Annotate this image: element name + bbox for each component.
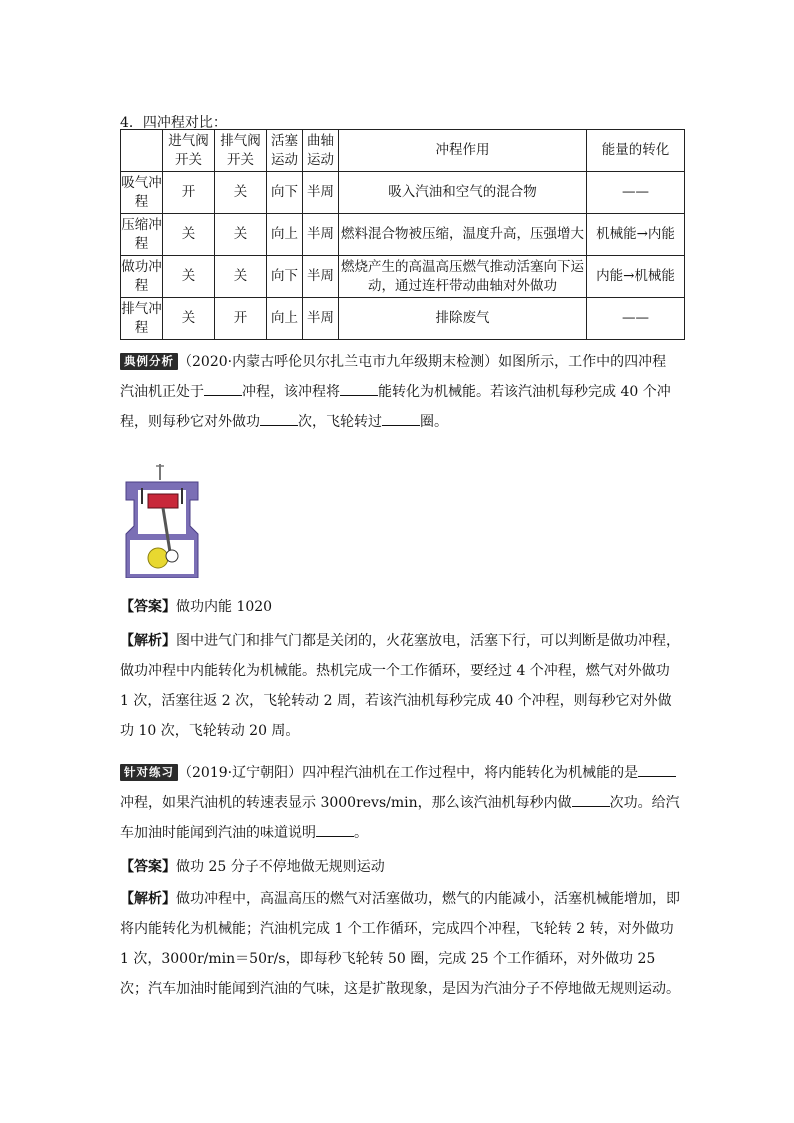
table-cell: 向上 xyxy=(267,214,303,256)
answer-blank[interactable] xyxy=(316,822,354,837)
answer-blank[interactable] xyxy=(260,411,298,426)
practice-tag: 针对练习 xyxy=(120,764,178,781)
table-cell: 做功冲程 xyxy=(121,256,163,298)
table-header-row xyxy=(121,130,685,172)
practice-analysis: 【解析】做功冲程中，高温高压的燃气对活塞做功，燃气的内能减小，活塞机械能增加，即将内能转化为机械能；汽油机完成 1 个工作循环，完成四个冲程，飞轮转 2 转，对外做功 1 次，3000r/min＝50r/s，即每秒飞轮转 50 圈，完成 25 个工作循环，对外做功 25 次；汽车加油时能闻到汽油的气味，这是扩散现象，是因为汽油分子不停地做无规则运动。 xyxy=(120,891,680,997)
table-cell: 半周 xyxy=(303,214,339,256)
table-cell: 关 xyxy=(215,214,267,256)
answer-blank[interactable] xyxy=(204,381,242,396)
table-cell: 内能→机械能 xyxy=(587,256,685,298)
example-analysis: 【解析】图中进气门和排气门都是关闭的，火花塞放电，活塞下行，可以判断是做功冲程，做功冲程中内能转化为机械能。热机完成一个工作循环，要经过 4 个冲程，燃气对外做功 1 次，活塞往返 2 次，飞轮转动 2 周，若该汽油机每秒完成 40 个冲程，则每秒它对外做功 10 次，飞轮转动 20 周。 xyxy=(120,633,680,739)
section-heading: 4．四冲程对比： xyxy=(120,115,227,131)
table-cell: 半周 xyxy=(303,172,339,214)
table-cell: 向下 xyxy=(267,256,303,298)
table-header-cell: 排气阀开关 xyxy=(215,130,267,172)
table-header-cell: 能量的转化 xyxy=(587,130,685,172)
example-answer: 【答案】做功内能 1020 xyxy=(120,599,273,615)
table-cell: 关 xyxy=(215,256,267,298)
table-header-cell xyxy=(121,130,163,172)
table-cell: 燃料混合物被压缩，温度升高，压强增大 xyxy=(339,214,587,256)
answer-blank[interactable] xyxy=(340,381,378,396)
table-header-cell: 进气阀开关 xyxy=(163,130,215,172)
practice-answer: 【答案】做功 25 分子不停地做无规则运动 xyxy=(120,859,385,875)
table-row xyxy=(121,214,685,256)
table-header-cell: 曲轴运动 xyxy=(303,130,339,172)
engine-diagram xyxy=(122,460,202,578)
table-cell: 关 xyxy=(163,214,215,256)
table-cell: 开 xyxy=(163,172,215,214)
table-cell: 关 xyxy=(163,256,215,298)
table-header-cell: 活塞运动 xyxy=(267,130,303,172)
table-cell: 燃烧产生的高温高压燃气推动活塞向下运动，通过连杆带动曲轴对外做功 xyxy=(339,256,587,298)
table-cell: 排气冲程 xyxy=(121,298,163,340)
table-row xyxy=(121,256,685,298)
table-cell: 压缩冲程 xyxy=(121,214,163,256)
example-tag: 典例分析 xyxy=(120,353,178,370)
answer-blank[interactable] xyxy=(638,762,676,777)
table-cell: 机械能→内能 xyxy=(587,214,685,256)
table-cell: —— xyxy=(587,172,685,214)
table-cell: 半周 xyxy=(303,298,339,340)
table-cell: 吸入汽油和空气的混合物 xyxy=(339,172,587,214)
table-cell: 向上 xyxy=(267,298,303,340)
table-cell: 开 xyxy=(215,298,267,340)
table-cell: 半周 xyxy=(303,256,339,298)
table-row xyxy=(121,298,685,340)
practice-question: 针对练习 （2019·辽宁朝阳）四冲程汽油机在工作过程中，将内能转化为机械能的是冲程，如果汽油机的转速表显示 3000revs/min，那么该汽油机每秒内做 次功。给汽车加油时能闻到汽油的味道说明 。 xyxy=(120,758,680,848)
stroke-comparison-table xyxy=(120,129,685,340)
table-row xyxy=(121,172,685,214)
table-cell: 排除废气 xyxy=(339,298,587,340)
table-cell: 吸气冲程 xyxy=(121,172,163,214)
table-cell: 关 xyxy=(163,298,215,340)
table-cell: 向下 xyxy=(267,172,303,214)
answer-blank[interactable] xyxy=(572,792,610,807)
table-header-cell: 冲程作用 xyxy=(339,130,587,172)
four-stroke-engine-illustration xyxy=(122,460,202,578)
table-cell: 关 xyxy=(215,172,267,214)
example-question: 典例分析 （2020·内蒙古呼伦贝尔扎兰屯市九年级期末检测）如图所示，工作中的四冲程汽油机正处于 冲程，该冲程将 能转化为机械能。若该汽油机每秒完成 40 个冲程，则每秒它对外做功 次，飞轮转过 圈。 xyxy=(120,354,671,430)
table-cell: —— xyxy=(587,298,685,340)
answer-blank[interactable] xyxy=(382,411,420,426)
